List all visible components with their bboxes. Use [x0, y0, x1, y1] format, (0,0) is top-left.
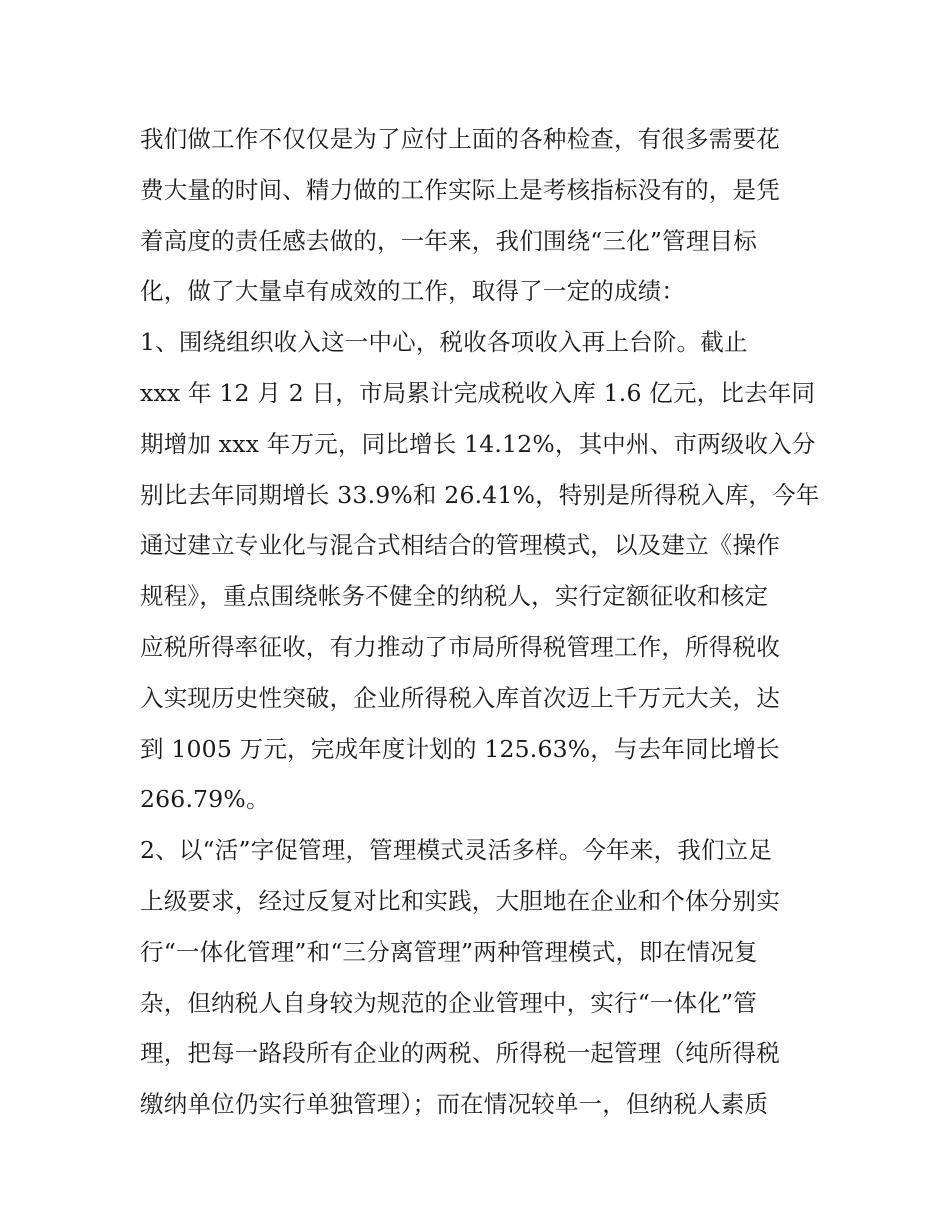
text-line: 杂，但纳税人自身较为规范的企业管理中，实行“一体化”管 [140, 988, 757, 1017]
text-line: 理，把每一路段所有企业的两税、所得税一起管理（纯所得税 [140, 1039, 780, 1068]
text-line: xxx 年 12 月 2 日，市局累计完成税收入库 1.6 亿元，比去年同 [140, 378, 816, 407]
text-line: 期增加 xxx 年万元，同比增长 14.12%，其中州、市两级收入分 [140, 429, 816, 458]
text-line: 1、围绕组织收入这一中心，税收各项收入再上台阶。截止 [140, 328, 748, 357]
text-line: 费大量的时间、精力做的工作实际上是考核指标没有的，是凭 [140, 175, 780, 204]
text-line: 我们做工作不仅仅是为了应付上面的各种检查，有很多需要花 [140, 125, 780, 153]
text-line: 缴纳单位仍实行单独管理）；而在情况较单一，但纳税人素质 [140, 1090, 769, 1119]
text-line: 规程》，重点围绕帐务不健全的纳税人，实行定额征收和核定 [140, 582, 769, 611]
text-line: 266.79%。 [140, 785, 270, 814]
text-line: 化，做了大量卓有成效的工作，取得了一定的成绩： [140, 277, 686, 306]
text-line: 着高度的责任感去做的，一年来，我们围绕“三化”管理目标 [140, 226, 757, 255]
text-line: 入实现历史性突破，企业所得税入库首次迈上千万元大关，达 [140, 683, 780, 712]
text-line: 到 1005 万元，完成年度计划的 125.63%，与去年同比增长 [140, 734, 780, 763]
text-line: 行“一体化管理”和“三分离管理”两种管理模式，即在情况复 [140, 937, 758, 966]
text-line: 2、以“活”字促管理，管理模式灵活多样。今年来，我们立足 [140, 836, 773, 865]
document-body [140, 114, 820, 1130]
text-line: 应税所得率征收，有力推动了市局所得税管理工作，所得税收 [140, 632, 780, 661]
text-line: 别比去年同期增长 33.9%和 26.41%，特别是所得税入库，今年 [140, 480, 820, 509]
text-line: 上级要求，经过反复对比和实践，大胆地在企业和个体分别实 [140, 886, 780, 915]
text-line: 通过建立专业化与混合式相结合的管理模式，以及建立《操作 [140, 531, 780, 560]
